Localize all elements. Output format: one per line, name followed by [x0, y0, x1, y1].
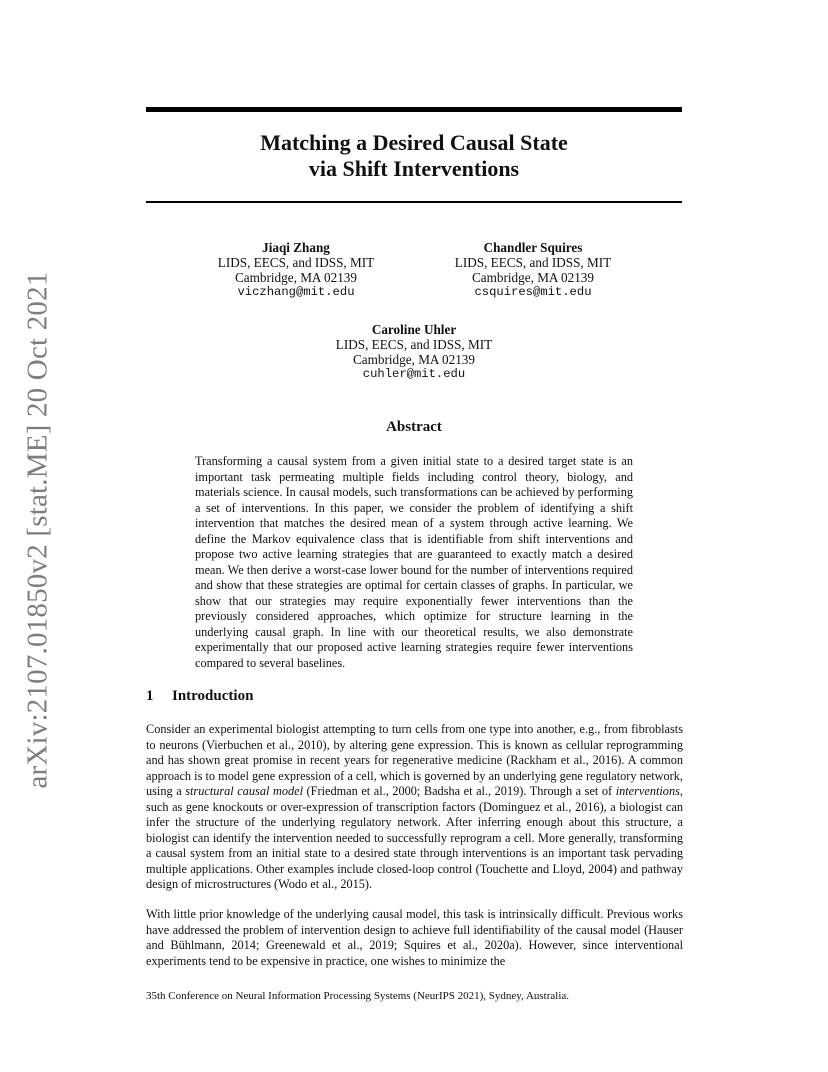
author-block-1 — [186, 240, 406, 300]
conference-footnote: 35th Conference on Neural Information Processing Systems (NeurIPS 2021), Sydney, Australia. — [146, 990, 570, 1002]
title-rule-bottom — [146, 201, 682, 203]
section-heading — [146, 688, 253, 705]
intro-emphasis: structural causal model — [185, 784, 303, 798]
author-name: Caroline Uhler — [371, 322, 457, 337]
intro-paragraph-2: With little prior knowledge of the underlying causal model, this task is intrinsically difficult. Previous works have addressed the problem of intervention design to achieve full identifiability of the causal model (Hauser and Bühlmann, 2014; Greenewald et al., 2019; Squires et al., 2020a). However, since interventional experiments tend to be expensive in practice, one wishes to minimize the — [146, 907, 683, 968]
arxiv-stamp: arXiv:2107.01850v2 [stat.ME] 20 Oct 2021 — [21, 271, 54, 789]
abstract-heading: Abstract — [386, 419, 442, 435]
author-affiliation: LIDS, EECS, and IDSS, MIT — [454, 255, 612, 270]
intro-text: Consider an experimental biologist attempting to turn cells from one type into another, e.g., from fibroblasts to neurons (Vierbuchen et al., 2010), by altering gene expression. This is known as cellular reprogramming and has shown great promise in recent years for regenerative medicine (Rackham et al., 2016). A common approach is to model gene expression of a cell, which is governed by an underlying gene regulatory network, using a — [146, 722, 683, 798]
author-name: Chandler Squires — [483, 240, 583, 255]
section-title: Introduction — [172, 688, 254, 704]
section-number: 1 — [146, 688, 154, 704]
author-name: Jiaqi Zhang — [262, 240, 330, 255]
author-affiliation: LIDS, EECS, and IDSS, MIT — [335, 337, 493, 352]
title-line-2: via Shift Interventions — [308, 156, 520, 181]
author-block-2 — [423, 240, 643, 300]
author-email[interactable]: cuhler@mit.edu — [362, 367, 466, 381]
author-affiliation: LIDS, EECS, and IDSS, MIT — [217, 255, 375, 270]
author-address: Cambridge, MA 02139 — [353, 352, 475, 367]
author-address: Cambridge, MA 02139 — [235, 270, 357, 285]
intro-text: (Friedman et al., 2000; Badsha et al., 2019). Through a set of — [303, 784, 616, 798]
author-email[interactable]: viczhang@mit.edu — [237, 285, 355, 299]
author-email[interactable]: csquires@mit.edu — [474, 285, 592, 299]
paper-title — [146, 130, 682, 182]
title-line-1: Matching a Desired Causal State — [260, 130, 568, 155]
intro-text: , such as gene knockouts or over-expression of transcription factors (Dominguez et al., 2016), a biologist can infer the structure of the underlying regulatory network. After inferring enough about this structure, a biologist can identify the intervention needed to successfully reprogram a cell. More generally, transforming a causal system from an initial state to a desired state through interventions is an important task pervading multiple applications. Other examples include closed-loop control (Touchette and Lloyd, 2004) and pathway design of microstructures (Wodo et al., 2015). — [146, 784, 683, 891]
author-address: Cambridge, MA 02139 — [472, 270, 594, 285]
intro-paragraph-1 — [146, 722, 683, 893]
title-rule-top — [146, 107, 682, 112]
abstract-text: Transforming a causal system from a given initial state to a desired target state is an important task permeating multiple fields including control theory, biology, and materials science. In causal models, such transformations can be achieved by performing a set of interventions. In this paper, we consider the problem of identifying a shift intervention that matches the desired mean of a system through active learning. We define the Markov equivalence class that is identifiable from shift interventions and propose two active learning strategies that are guaranteed to exactly match a desired mean. We then derive a worst-case lower bound for the number of interventions required and show that these strategies are optimal for certain classes of graphs. In particular, we show that our strategies may require exponentially fewer interventions than the previously considered approaches, which optimize for structure learning in the underlying causal graph. In line with our theoretical results, we also demonstrate experimentally that our proposed active learning strategies require fewer interventions compared to several baselines. — [195, 454, 633, 670]
author-block-3 — [304, 322, 524, 382]
intro-emphasis: interventions — [615, 784, 680, 798]
